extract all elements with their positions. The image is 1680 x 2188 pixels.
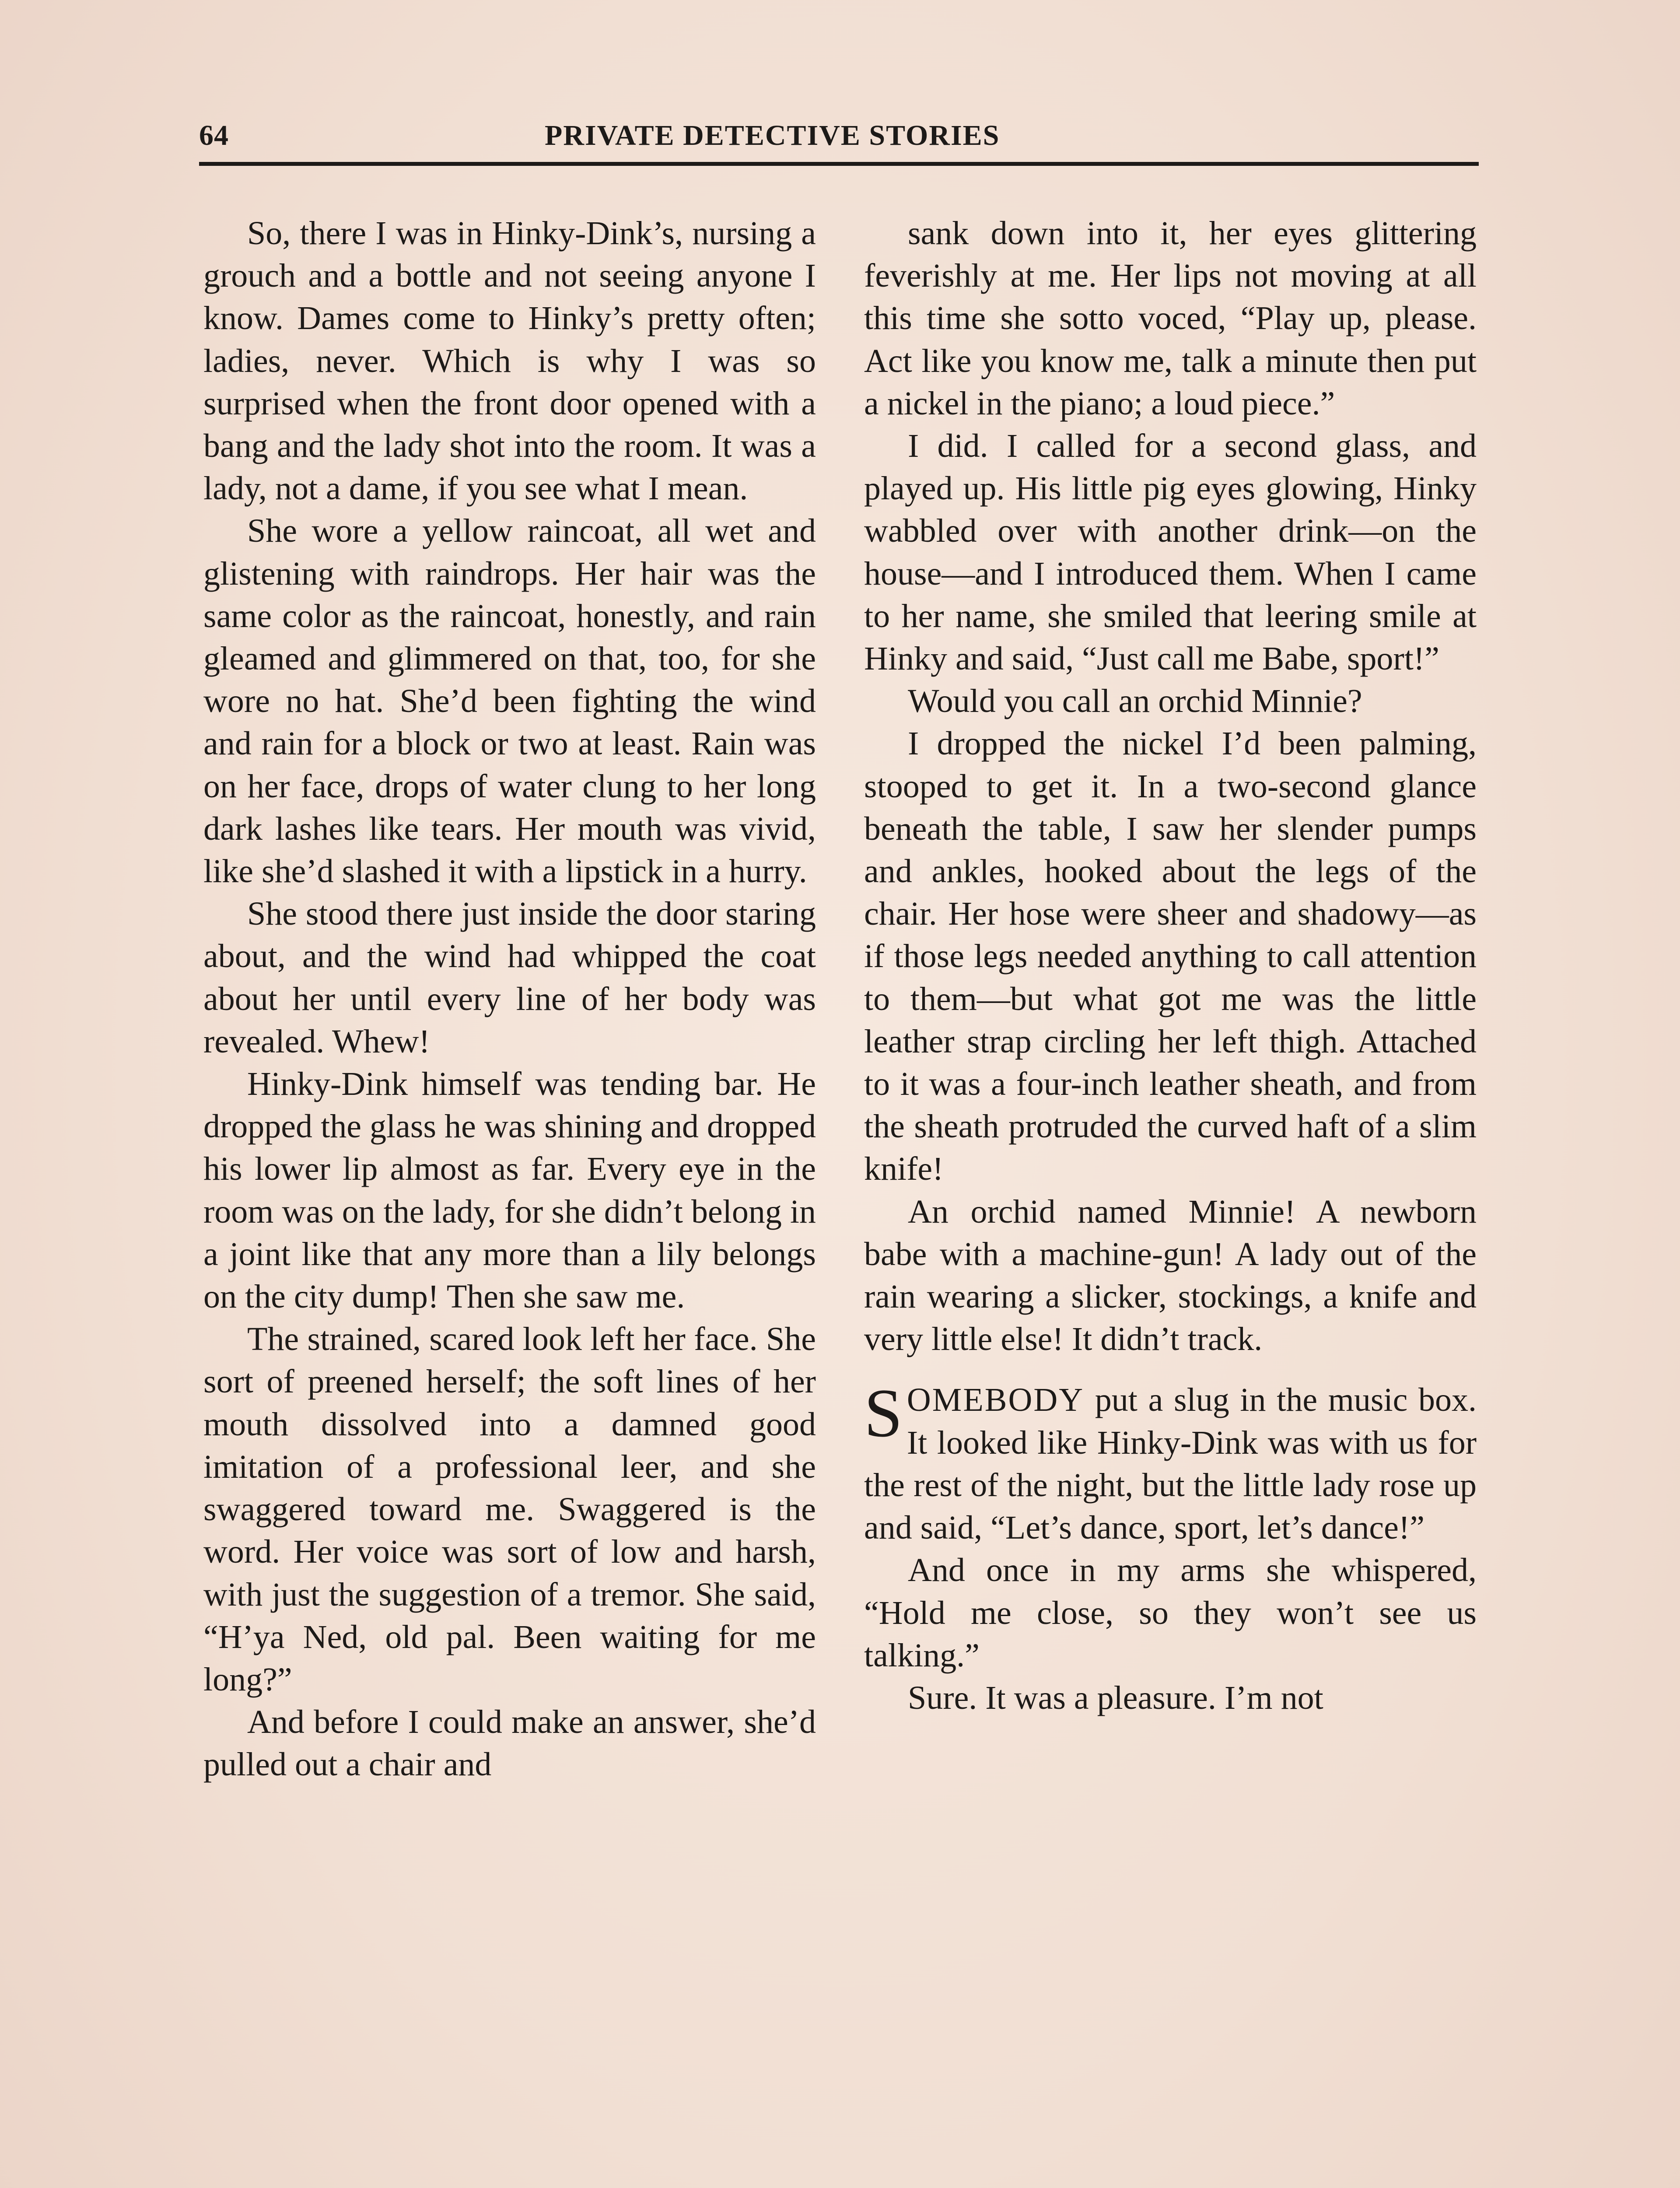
paragraph: And before I could make an answer, she’d pulled out a chair and xyxy=(203,1704,816,1783)
paragraph: Hinky-Dink himself was tending bar. He dropped the glass he was shining and dropped his lower lip almost as far. Every eye in the room was on the lady, for she didn’t belong in a joint like that any more than a lily belongs on the city dump! Then she saw me. xyxy=(203,1066,816,1315)
running-title: PRIVATE DETECTIVE STORIES xyxy=(545,119,1000,151)
paragraph: I dropped the nickel I’d been palming, stooped to get it. In a two-second glance beneath the table, I saw her slender pumps and ankles, hooked about the legs of the chair. Her hose were sheer and shadowy—as if those legs needed anything to call attention to them—but what got me was the little leather strap circling her left thigh. Attached to it was a four-inch leather sheath, and from the sheath protruded the curved haft of a slim knife! xyxy=(864,725,1477,1188)
drop-cap-paragraph-text: put a slug in the music box. It looked like Hinky-Dink was with us for the rest of the night, but the little lady rose up and said, “Let’s dance, sport, let’s dance!” xyxy=(864,1382,1477,1546)
paragraph: Sure. It was a pleasure. I’m not xyxy=(908,1679,1323,1716)
section-opening-paragraph xyxy=(864,1375,1477,1549)
paragraph: I did. I called for a second glass, and played up. His little pig eyes glowing, Hinky wabbled over with another drink—on the house—and I introduced them. When I came to her name, she smiled that leering smile at Hinky and said, “Just call me Babe, sport!” xyxy=(864,428,1477,677)
paragraph: She wore a yellow raincoat, all wet and glistening with raindrops. Her hair was the same color as the raincoat, honestly, and rain gleamed and glimmered on that, too, for she wore no hat. She’d been fighting the wind and rain for a block or two at least. Rain was on her face, drops of water clung to her long dark lashes like tears. Her mouth was vivid, like she’d slashed it with a lipstick in a hurry. xyxy=(203,512,816,890)
drop-cap: S xyxy=(864,1375,903,1452)
drop-cap-lead-word: OMEBODY xyxy=(906,1382,1085,1419)
paragraph: And once in my arms she whispered, “Hold me close, so they won’t see us talking.” xyxy=(864,1552,1477,1674)
paragraph: So, there I was in Hinky-Dink’s, nursing a grouch and a bottle and not seeing anyone I know. Dames come to Hinky’s pretty often; ladies, never. Which is why I was so surprised when the front door opened with a bang and the lady shot into the room. It was a lady, not a dame, if you see what I mean. xyxy=(203,215,816,507)
paragraph: Would you call an orchid Minnie? xyxy=(908,683,1362,720)
paragraph: sank down into it, her eyes glittering feverishly at me. Her lips not moving at all this time she sotto voced, “Play up, please. Act like you know me, talk a minute then put a nickel in the piano; a loud piece.” xyxy=(864,215,1477,422)
left-column xyxy=(203,212,816,1786)
header-rule xyxy=(199,162,1479,166)
page-header xyxy=(199,115,1479,163)
paragraph: An orchid named Minnie! A newborn babe with a machine-gun! A lady out of the rain wearing a slicker, stockings, a knife and very little else! It didn’t track. xyxy=(864,1193,1477,1358)
page-number: 64 xyxy=(199,119,229,151)
paragraph: The strained, scared look left her face. She sort of preened herself; the soft lines of her mouth dissolved into a damned good imitation of a professional leer, and she swaggered toward me. Swaggered is the word. Her voice was sort of low and harsh, with just the suggestion of a tremor. She said, “H’ya Ned, old pal. Been waiting for me long?” xyxy=(203,1321,816,1698)
right-column xyxy=(864,212,1477,1719)
paragraph: She stood there just inside the door staring about, and the wind had whipped the coat about her until every line of her body was revealed. Whew! xyxy=(203,895,816,1060)
